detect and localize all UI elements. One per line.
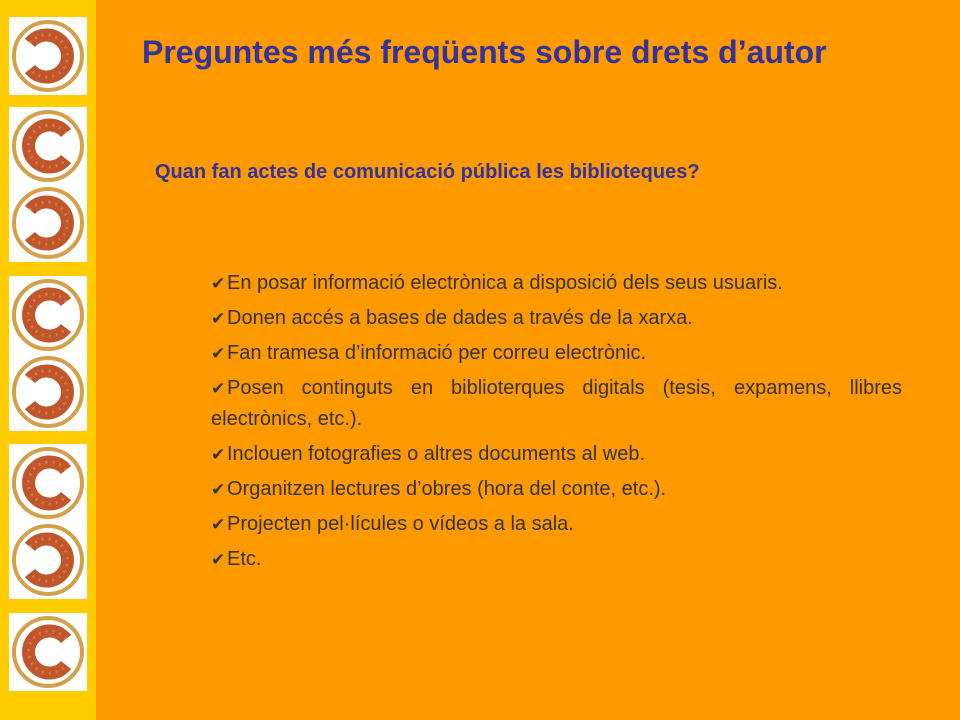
copyright-c-icon	[9, 613, 87, 691]
copyright-logo-tile	[9, 353, 87, 431]
bullet-item	[211, 509, 902, 540]
copyright-c-icon	[9, 521, 87, 599]
checkmark-icon: ✔	[211, 309, 226, 328]
bullet-item	[211, 544, 902, 575]
bullet-text: Etc.	[227, 548, 262, 570]
checkmark-icon: ✔	[211, 274, 226, 293]
copyright-logo-tile	[9, 276, 87, 354]
bullet-text: Inclouen fotografies o altres documents al web.	[227, 443, 646, 465]
slide-subtitle: Quan fan actes de comunicació pública les biblioteques?	[155, 161, 700, 183]
logo-sidebar	[0, 0, 96, 720]
slide-title: Preguntes més freqüents sobre drets d’autor	[142, 34, 827, 70]
bullet-text: Organitzen lectures d’obres (hora del conte, etc.).	[227, 478, 667, 500]
bullet-text: Donen accés a bases de dades a través de la xarxa.	[227, 307, 693, 329]
bullet-list	[211, 268, 902, 579]
checkmark-icon: ✔	[211, 344, 226, 363]
copyright-logo-tile	[9, 444, 87, 522]
copyright-logo-tile	[9, 184, 87, 262]
copyright-c-icon	[9, 17, 87, 95]
bullet-item	[211, 373, 902, 435]
bullet-item	[211, 474, 902, 505]
copyright-logo-tile	[9, 17, 87, 95]
bullet-item	[211, 338, 902, 369]
copyright-c-icon	[9, 107, 87, 185]
bullet-text: Posen continguts en biblioterques digitals (tesis, expamens, llibres electrònics, etc.).	[211, 377, 902, 430]
copyright-c-icon	[9, 184, 87, 262]
bullet-item	[211, 303, 902, 334]
bullet-item	[211, 439, 902, 470]
bullet-text: Fan tramesa d’informació per correu electrònic.	[227, 342, 647, 364]
checkmark-icon: ✔	[211, 515, 226, 534]
checkmark-icon: ✔	[211, 445, 226, 464]
copyright-logo-tile	[9, 521, 87, 599]
checkmark-icon: ✔	[211, 480, 226, 499]
copyright-logo-tile	[9, 613, 87, 691]
copyright-logo-tile	[9, 107, 87, 185]
checkmark-icon: ✔	[211, 550, 226, 569]
copyright-c-icon	[9, 444, 87, 522]
copyright-c-icon	[9, 353, 87, 431]
bullet-text: En posar informació electrònica a disposició dels seus usuaris.	[227, 272, 783, 294]
bullet-item	[211, 268, 902, 299]
copyright-c-icon	[9, 276, 87, 354]
checkmark-icon: ✔	[211, 379, 226, 398]
bullet-text: Projecten pel·lícules o vídeos a la sala.	[227, 513, 574, 535]
